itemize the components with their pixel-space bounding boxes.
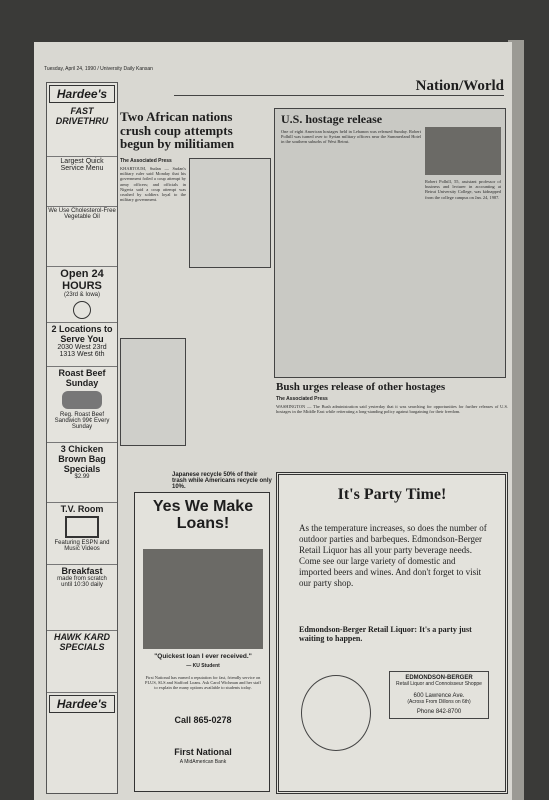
locations-title: 2 Locations to Serve You (51, 324, 113, 344)
hostage-graphic-title: U.S. hostage release (281, 112, 383, 126)
party-tagline: Edmondson-Berger Retail Liquor: It's a party just waiting to happen. (299, 625, 472, 643)
roast-beef-title: Roast Beef Sunday (58, 368, 106, 388)
story3-body: WASHINGTON — The Bush administration said yesterday that it was searching for opportunities for further releases of U.S. hostages in the Middle East while reiterating a long-standing policy against bargaining for their freedom. (276, 404, 508, 415)
recycle-note: Japanese recycle 50% of their trash while Americans recycle only 10%. (172, 472, 272, 490)
bank-sub: A MidAmerican Bank (179, 759, 227, 765)
hostage-map-graphic (274, 108, 506, 378)
polhill-photo (425, 127, 501, 175)
polhill-caption: Robert Polhill, 55, assistant professor of business and lecturer in accounting at Beirut University College, was kidnapped from the college campus on Jan. 24, 1987. (425, 179, 501, 200)
tv-room-sub: Featuring ESPN and Music Videos (54, 540, 110, 552)
store-address: 600 Lawrence Ave. (413, 693, 465, 699)
store-phone: Phone 842-8700 (416, 709, 462, 715)
story1-byline: The Associated Press (120, 158, 172, 164)
store-box (389, 671, 489, 719)
newspaper-page (34, 42, 512, 800)
story1-headline: Two African nations crush coup attempts begun by militiamen (120, 109, 235, 152)
first-national-ad (134, 492, 270, 792)
roast-beef-offer: Reg. Roast Beef Sandwich 99¢ Every Sunday (54, 412, 110, 430)
party-illustration (301, 675, 371, 751)
section-title: Nation/World (174, 78, 504, 96)
breakfast-title: Breakfast (61, 566, 103, 576)
location-1: 2030 West 23rd (57, 344, 107, 351)
open-location: (23rd & Iowa) (63, 292, 100, 298)
loan-photo (143, 549, 263, 649)
page-header: Tuesday, April 24, 1990 / University Daily Kansan (44, 66, 153, 72)
party-body: As the temperature increases, so does the number of outdoor parties and barbeques. Edmondson-Berger Retail Liquor has all your party beverage needs. Come see our large variety of domestic and imported beers and wines. And don't forget to visit our party shop. (299, 523, 487, 588)
loan-headline: Yes We Make Loans! (152, 498, 254, 532)
hardees-logo-bottom: Hardee's (49, 695, 115, 713)
drive-thru: FAST DRIVETHRU (47, 105, 117, 157)
loan-quote-by: — KU Student (186, 663, 220, 669)
story3-byline: The Associated Press (276, 396, 328, 402)
story1-body: KHARTOUM, Sudan — Sudan's military ruler said Monday that his government foiled a coup attempt by army officers; and officials in Nigeria said a coup attempt was crushed by soldiers loyal to the military government. (120, 166, 186, 203)
chicken-title: 3 Chicken Brown Bag Specials (58, 444, 106, 474)
store-name: EDMONDSON-BERGER (405, 675, 473, 681)
location-2: 1313 West 6th (59, 351, 105, 358)
bank-name: First National (174, 747, 232, 757)
loan-quote: "Quickest loan I ever received." (154, 653, 252, 660)
party-headline: It's Party Time! (337, 486, 447, 503)
nigeria-map (120, 338, 186, 446)
open-24-hours: Open 24 HOURS (60, 268, 104, 292)
roast-beef-icon (62, 391, 102, 409)
hardees-ad-rail (46, 82, 118, 794)
story3-headline: Bush urges release of other hostages (276, 381, 446, 393)
loan-phone: Call 865-0278 (174, 715, 232, 725)
story1-body-cont (189, 272, 271, 462)
sudan-map (189, 158, 271, 268)
clock-icon (73, 301, 91, 319)
hostage-graphic-caption: One of eight American hostages held in Lebanon was released Sunday. Robert Polhill was turned over to Syrian military officers near the Summerland Hotel in the southern suburbs of West Beirut. (281, 129, 421, 145)
chicken-price: $2.99 (74, 474, 90, 480)
quick-menu: Largest Quick Service Menu (47, 157, 117, 207)
store-sub: Retail Liquor and Connoisseur Shoppe (396, 681, 482, 687)
hawk-kard-title: HAWK KARD SPECIALS (54, 632, 110, 652)
hardees-logo: Hardee's (49, 85, 115, 103)
tv-room-title: T.V. Room (60, 504, 104, 514)
breakfast-time: until 10:30 daily (61, 582, 103, 588)
cholesterol-free: We Use Cholesterol-Free Vegetable Oil (47, 207, 117, 267)
store-address-sub: (Across From Dillons on 6th) (407, 699, 471, 705)
breakfast-sub: made from scratch (57, 576, 107, 582)
edmondson-berger-ad (276, 472, 508, 794)
loan-body: First National has earned a reputation for fast, friendly service on PLUS, SLS and Stafford Loans. Ask Carol Wichman and her staff to explain the many options available to students today. (145, 675, 261, 691)
tv-icon (65, 516, 99, 538)
